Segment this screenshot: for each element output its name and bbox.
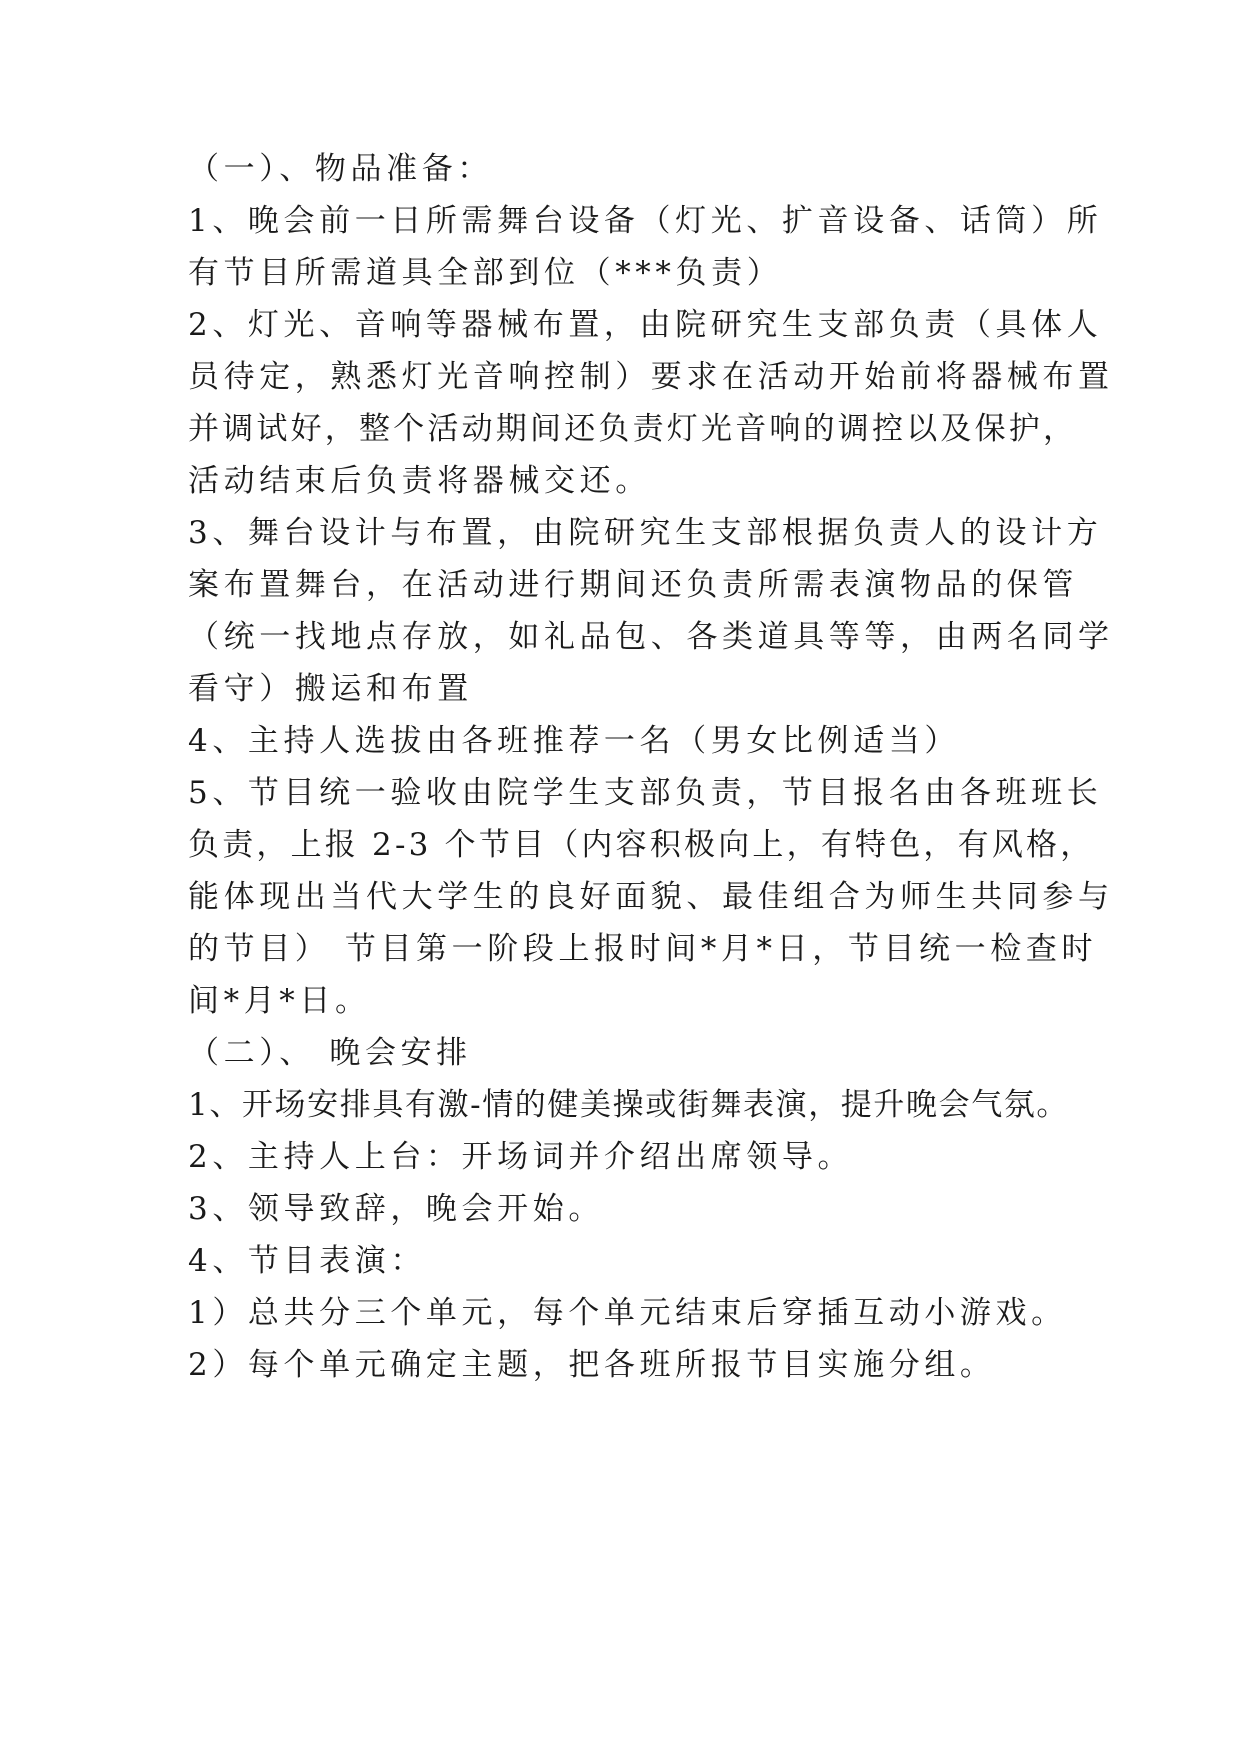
paragraph-line: 有节目所需道具全部到位（***负责） xyxy=(188,255,783,291)
section-heading-schedule: （二）、 晚会安排 xyxy=(188,1035,472,1071)
section-heading-materials: （一）、物品准备： xyxy=(188,151,493,187)
paragraph-line: 并调试好，整个活动期间还负责灯光音响的调控以及保护， xyxy=(188,411,1078,447)
paragraph-line: 看守）搬运和布置 xyxy=(188,671,473,707)
paragraph-line: 2、灯光、音响等器械布置，由院研究生支部负责（具体人 xyxy=(188,307,1103,343)
paragraph-line: 2、主持人上台：开场词并介绍出席领导。 xyxy=(188,1139,854,1175)
paragraph-line: 1）总共分三个单元，每个单元结束后穿插互动小游戏。 xyxy=(188,1295,1067,1331)
paragraph-line: 2）每个单元确定主题，把各班所报节目实施分组。 xyxy=(188,1347,996,1383)
paragraph-line: 负责，上报 2-3 个节目（内容积极向上，有特色，有风格， xyxy=(188,827,1095,863)
paragraph-line: 4、主持人选拔由各班推荐一名（男女比例适当） xyxy=(188,723,960,759)
paragraph-line: 员待定，熟悉灯光音响控制）要求在活动开始前将器械布置 xyxy=(188,359,1114,395)
paragraph-line: 活动结束后负责将器械交还。 xyxy=(188,463,651,499)
paragraph-line: 间*月*日。 xyxy=(188,983,371,1019)
paragraph-line: 3、舞台设计与布置，由院研究生支部根据负责人的设计方 xyxy=(188,515,1103,551)
paragraph-line: 1、晚会前一日所需舞台设备（灯光、扩音设备、话筒）所 xyxy=(188,203,1103,239)
paragraph-line: 4、节目表演： xyxy=(188,1243,426,1279)
paragraph-line: 的节目） 节目第一阶段上报时间*月*日，节目统一检查时 xyxy=(188,931,1098,967)
paragraph-line: 1、开场安排具有激-情的健美操或街舞表演，提升晚会气氛。 xyxy=(188,1087,1069,1123)
paragraph-line: 5、节目统一验收由院学生支部负责，节目报名由各班班长 xyxy=(188,775,1103,811)
paragraph-line: 案布置舞台，在活动进行期间还负责所需表演物品的保管 xyxy=(188,567,1078,603)
paragraph-line: 能体现出当代大学生的良好面貌、最佳组合为师生共同参与 xyxy=(188,879,1114,915)
paragraph-line: 3、领导致辞，晚会开始。 xyxy=(188,1191,604,1227)
paragraph-line: （统一找地点存放，如礼品包、各类道具等等，由两名同学 xyxy=(188,619,1114,655)
